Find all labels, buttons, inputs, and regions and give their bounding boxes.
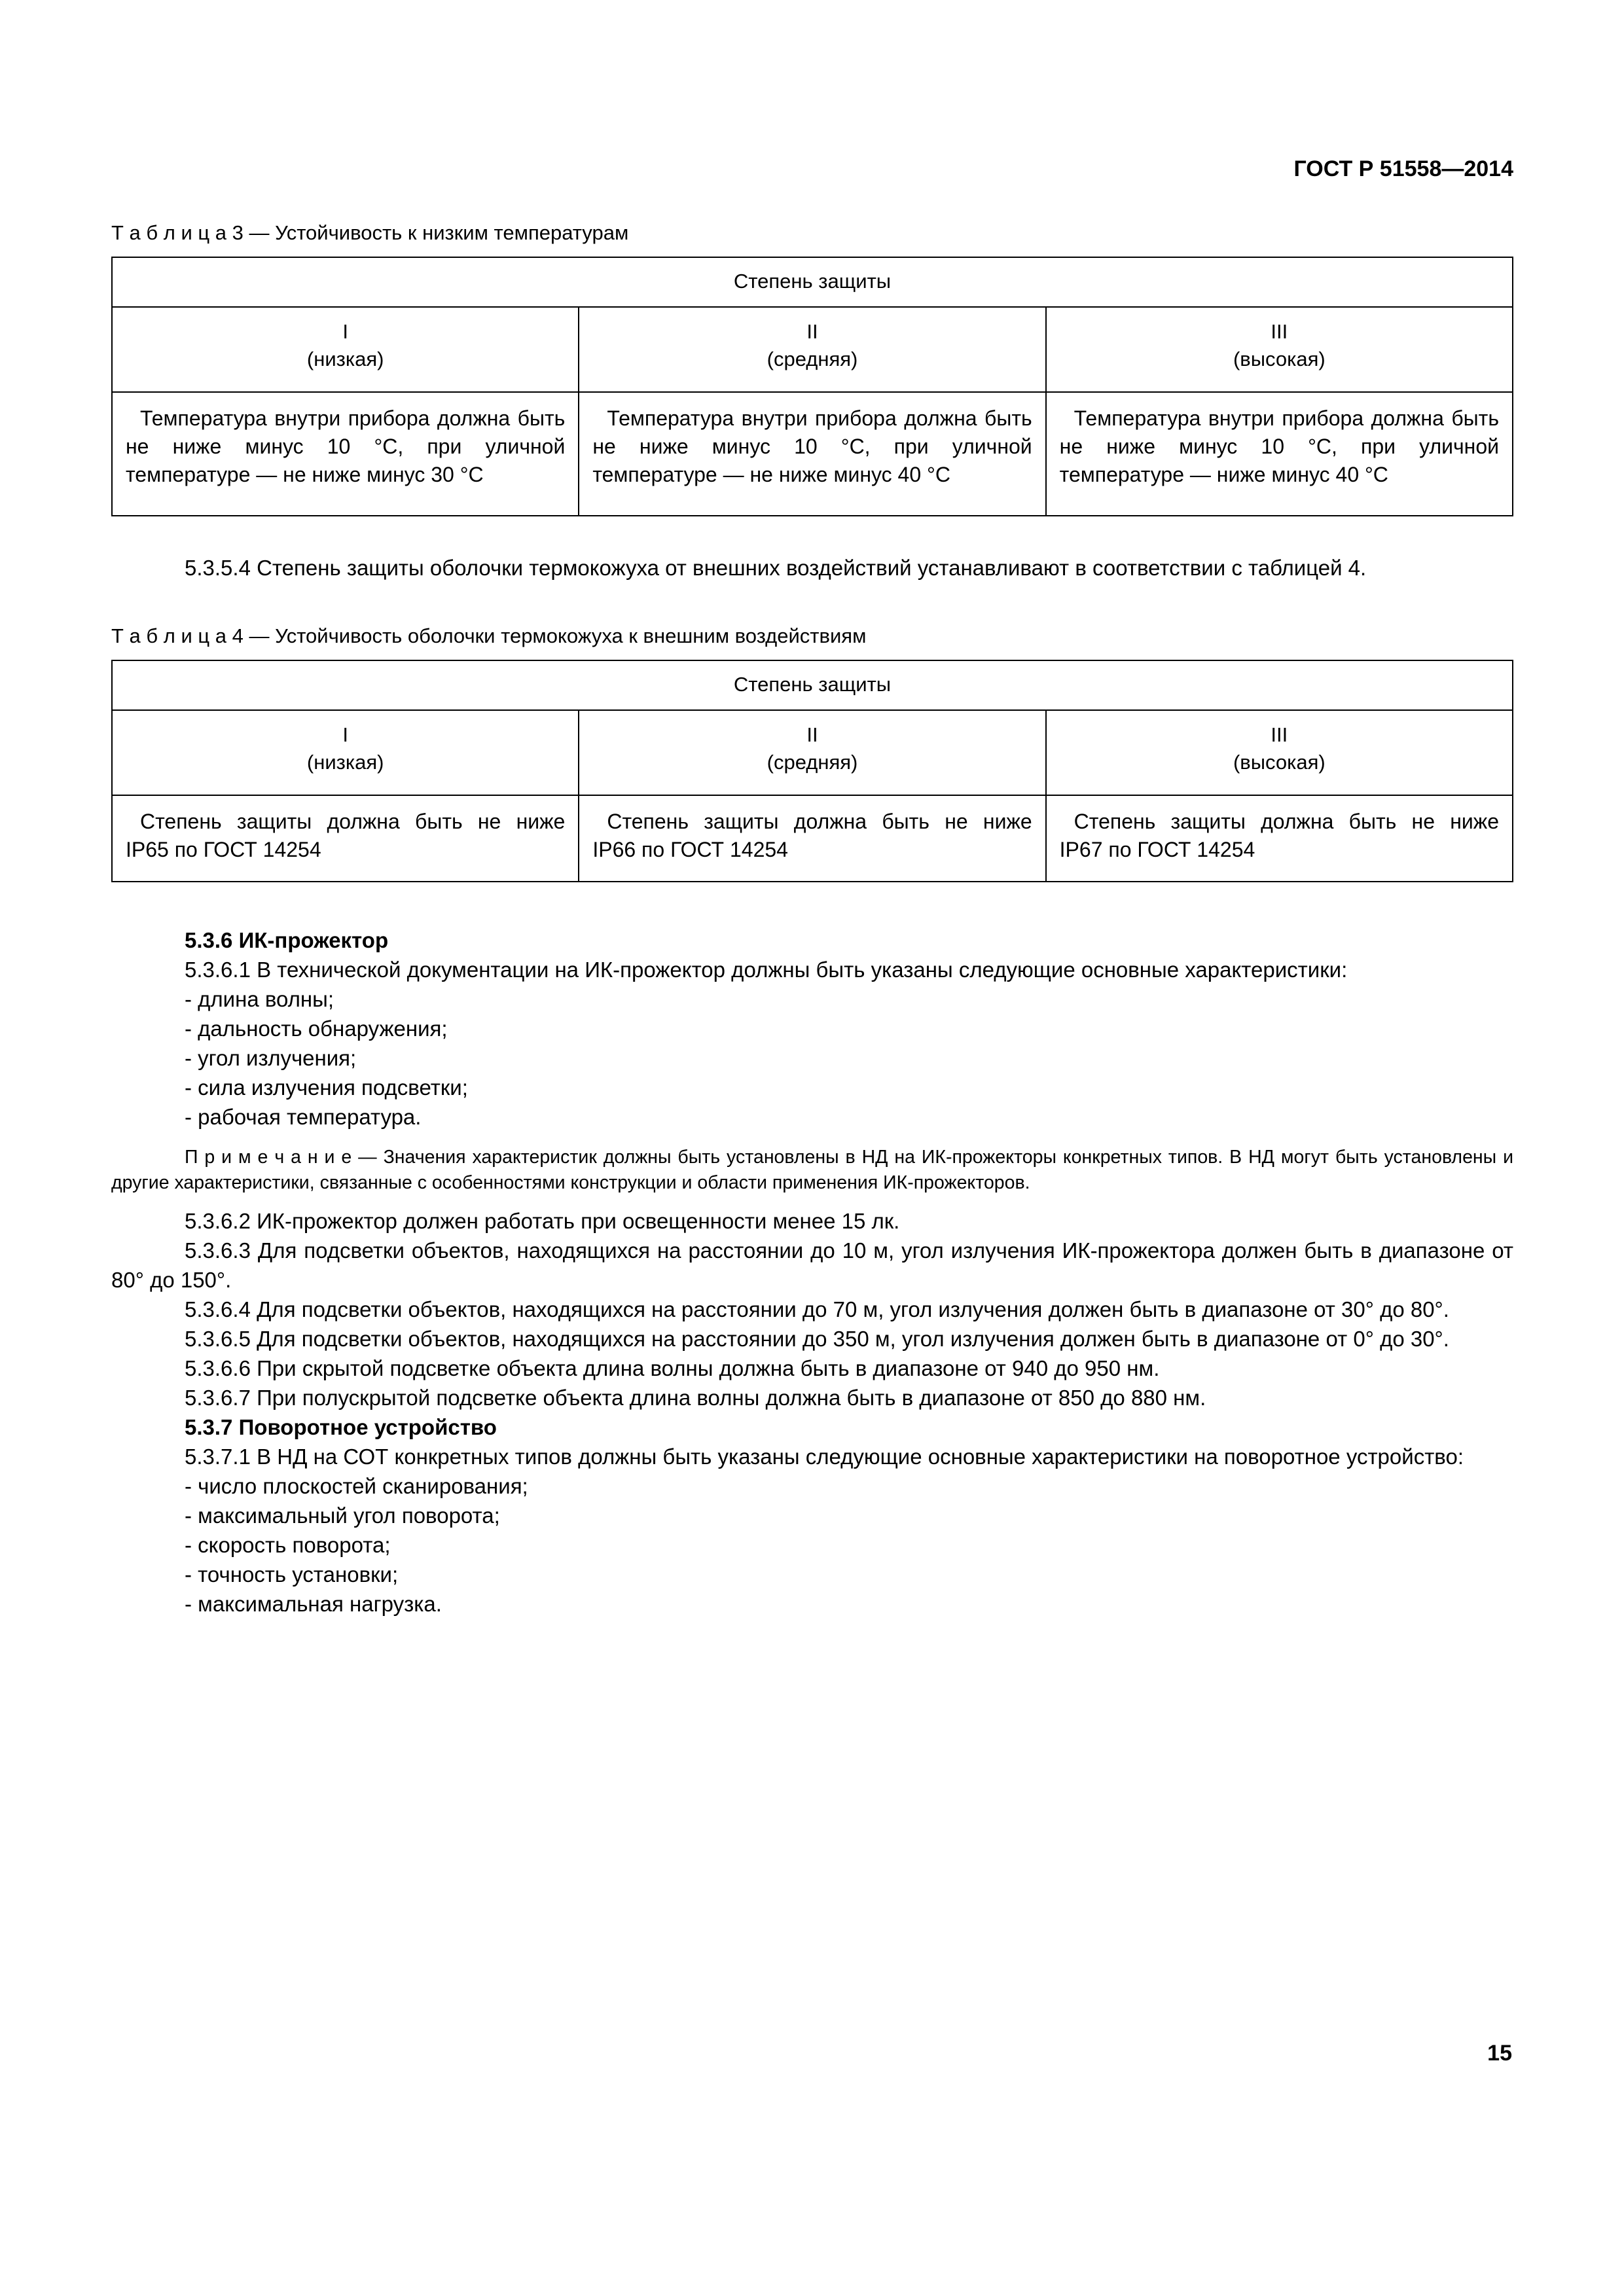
list-item-wavelength: - длина волны;: [185, 987, 334, 1011]
table4-header-row: [112, 660, 1513, 710]
heading-5-3-6: 5.3.6 ИК-прожектор: [185, 928, 389, 952]
list-item-illumination-power: - сила излучения подсветки;: [185, 1075, 468, 1100]
col-num: III: [1271, 723, 1288, 746]
table-low-temperature: [111, 257, 1513, 516]
list-item-working-temperature: - рабочая температура.: [185, 1105, 422, 1129]
list-item-rotation-speed: - скорость поворота;: [185, 1533, 391, 1557]
table4-body-row: [112, 795, 1513, 882]
paragraph-5-3-7-1: 5.3.7.1 В НД на СОТ конкретных типов должны быть указаны следующие основные характеристики на поворотное устройство:: [185, 1444, 1464, 1469]
table3-cell-high: Температура внутри прибора должна быть не ниже минус 10 °С, при уличной температуре — ниже минус 40 °С: [1046, 392, 1513, 516]
table3-body-row: [112, 392, 1513, 516]
table3-cell-medium: Температура внутри прибора должна быть не ниже минус 10 °С, при уличной температуре — не ниже минус 40 °С: [579, 392, 1045, 516]
paragraph-5-3-6-3: 5.3.6.3 Для подсветки объектов, находящихся на расстоянии до 10 м, угол излучения ИК-прожектора должен быть в диапазоне от 80° до 150°.: [111, 1238, 1513, 1292]
table3-col-1-header: [112, 307, 579, 392]
list-item-emission-angle: - угол излучения;: [185, 1046, 357, 1070]
table3-column-header-row: [112, 307, 1513, 392]
col-label: (средняя): [767, 348, 858, 370]
table4-cell-high: Степень защиты должна быть не ниже IP67 по ГОСТ 14254: [1046, 795, 1513, 882]
table4-column-header-row: [112, 710, 1513, 795]
paragraph-5-3-5-4: 5.3.5.4 Степень защиты оболочки термокожуха от внешних воздействий устанавливают в соответствии с таблицей 4.: [185, 556, 1367, 580]
table4-cell-low: Степень защиты должна быть не ниже IP65 по ГОСТ 14254: [112, 795, 579, 882]
col-num: II: [806, 723, 818, 746]
table-enclosure-protection: [111, 660, 1513, 882]
table4-col-1-header: [112, 710, 579, 795]
col-label: (низкая): [306, 348, 384, 370]
page-number: 15: [1487, 2041, 1512, 2066]
table3-caption: Т а б л и ц а 3 — Устойчивость к низким температурам: [111, 221, 629, 244]
paragraph-5-3-6-6: 5.3.6.6 При скрытой подсветке объекта длина волны должна быть в диапазоне от 940 до 950 нм.: [185, 1356, 1160, 1380]
list-item-positioning-accuracy: - точность установки;: [185, 1562, 399, 1587]
table3-col-3-header: [1046, 307, 1513, 392]
table3-header-row: [112, 257, 1513, 307]
table4-caption: Т а б л и ц а 4 — Устойчивость оболочки термокожуха к внешним воздействиям: [111, 624, 867, 647]
list-item-detection-range: - дальность обнаружения;: [185, 1016, 448, 1041]
table3-col-2-header: [579, 307, 1045, 392]
document-code: ГОСТ Р 51558—2014: [1293, 156, 1513, 181]
list-item-max-rotation-angle: - максимальный угол поворота;: [185, 1503, 500, 1528]
list-item-scan-planes: - число плоскостей сканирования;: [185, 1474, 528, 1498]
col-num: I: [342, 723, 348, 746]
note-paragraph: П р и м е ч а н и е — Значения характеристик должны быть установлены в НД на ИК-прожекторы конкретных типов. В НД могут быть установлены и другие характеристики, связанные с особенностями конструкции и области применения ИК-прожекторов.: [111, 1147, 1513, 1193]
paragraph-5-3-6-4: 5.3.6.4 Для подсветки объектов, находящихся на расстоянии до 70 м, угол излучения должен быть в диапазоне от 30° до 80°.: [185, 1297, 1449, 1321]
col-label: (высокая): [1233, 751, 1326, 774]
paragraph-5-3-6-2: 5.3.6.2 ИК-прожектор должен работать при освещенности менее 15 лк.: [185, 1209, 900, 1233]
list-item-max-load: - максимальная нагрузка.: [185, 1592, 442, 1616]
col-label: (высокая): [1233, 348, 1326, 370]
table4-col-2-header: [579, 710, 1045, 795]
page-content: [111, 0, 1513, 1619]
table3-protection-header: Степень защиты: [112, 257, 1513, 307]
table4-cell-medium: Степень защиты должна быть не ниже IP66 по ГОСТ 14254: [579, 795, 1045, 882]
col-label: (низкая): [306, 751, 384, 774]
col-num: II: [806, 320, 818, 343]
col-label: (средняя): [767, 751, 858, 774]
table4-col-3-header: [1046, 710, 1513, 795]
col-num: III: [1271, 320, 1288, 343]
col-num: I: [342, 320, 348, 343]
table4-protection-header: Степень защиты: [112, 660, 1513, 710]
table3-cell-low: Температура внутри прибора должна быть не ниже минус 10 °С, при уличной температуре — не ниже минус 30 °С: [112, 392, 579, 516]
paragraph-5-3-6-5: 5.3.6.5 Для подсветки объектов, находящихся на расстоянии до 350 м, угол излучения должен быть в диапазоне от 0° до 30°.: [185, 1327, 1449, 1351]
paragraph-5-3-6-7: 5.3.6.7 При полускрытой подсветке объекта длина волны должна быть в диапазоне от 850 до 880 нм.: [185, 1386, 1206, 1410]
paragraph-5-3-6-1: 5.3.6.1 В технической документации на ИК-прожектор должны быть указаны следующие основные характеристики:: [185, 958, 1348, 982]
heading-5-3-7: 5.3.7 Поворотное устройство: [185, 1415, 497, 1439]
